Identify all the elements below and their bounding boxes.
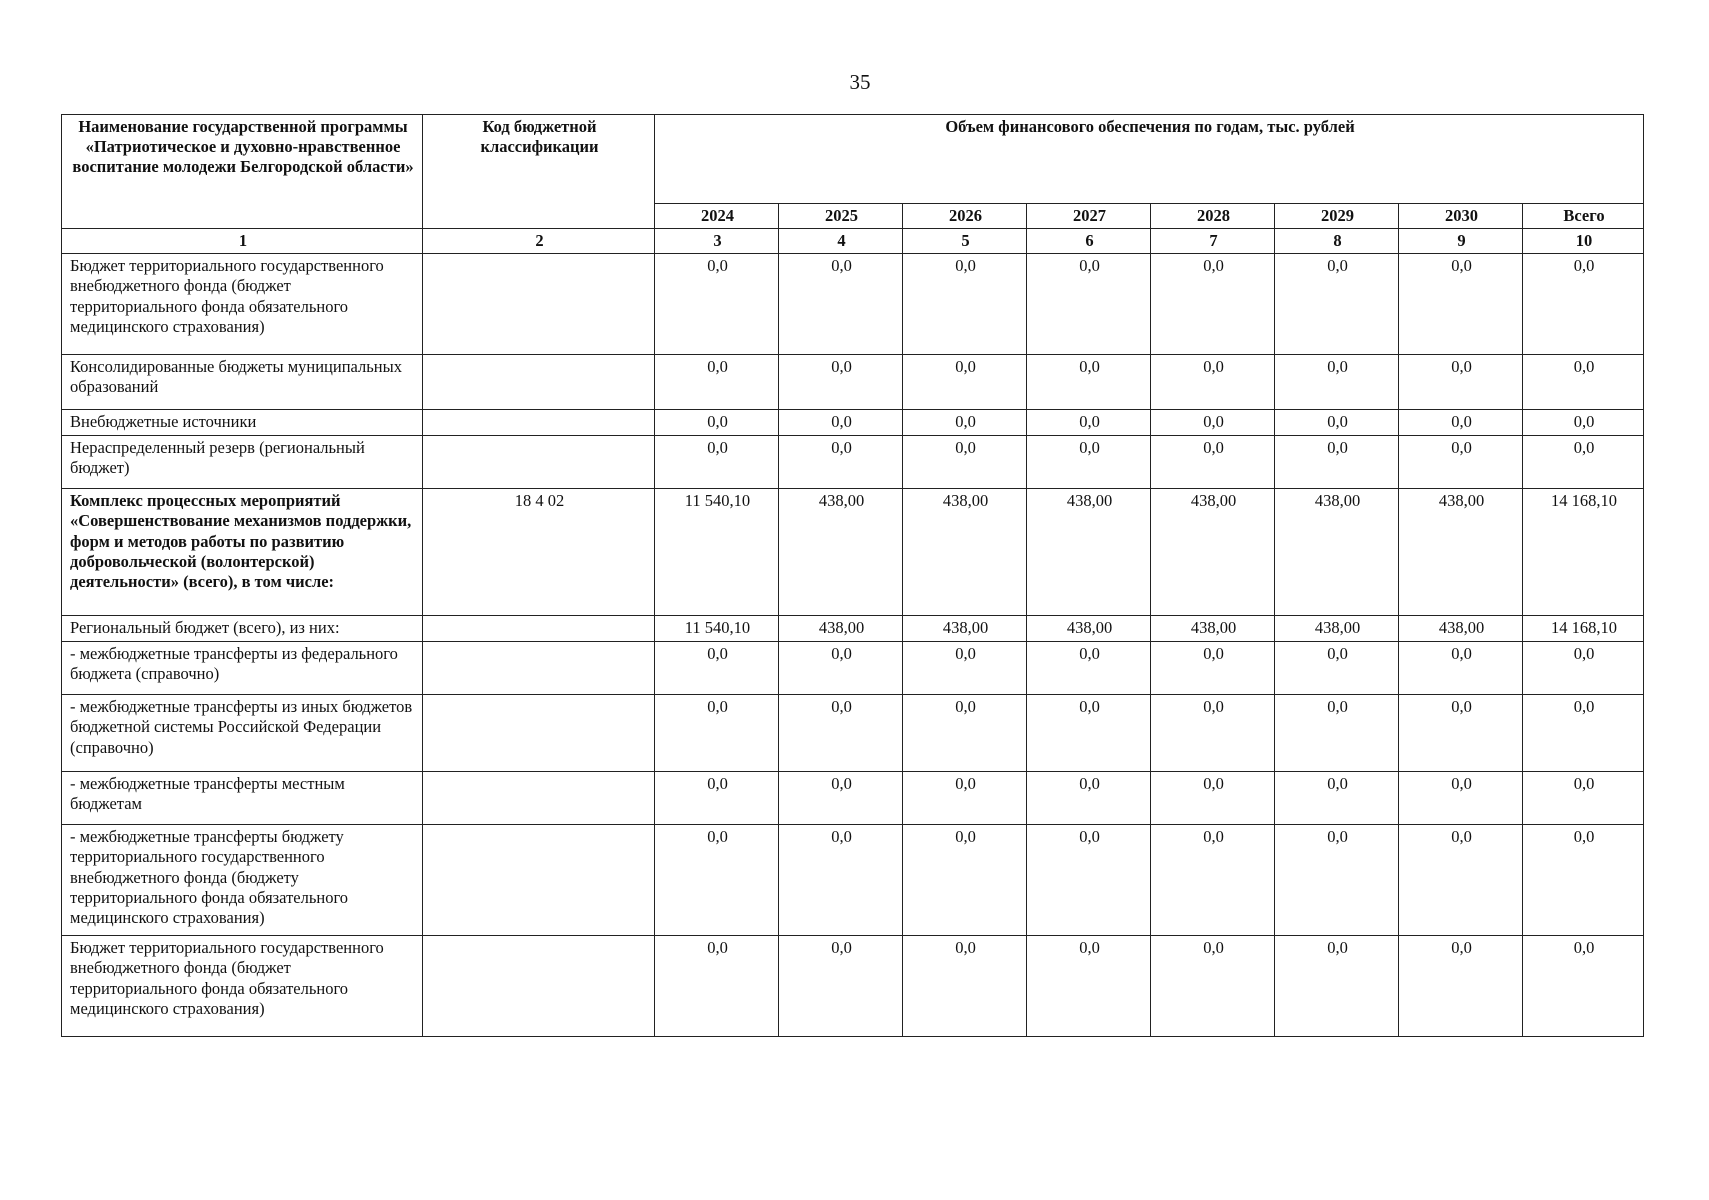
value-cell: 438,00 <box>1151 616 1275 642</box>
value-cell: 0,0 <box>1027 695 1151 772</box>
header-year: 2030 <box>1399 204 1523 229</box>
row-code <box>423 616 655 642</box>
value-cell: 0,0 <box>1151 936 1275 1037</box>
value-cell: 0,0 <box>1399 695 1523 772</box>
row-code <box>423 355 655 410</box>
row-label: - межбюджетные трансферты местным бюджетам <box>62 772 423 825</box>
value-cell: 0,0 <box>779 825 903 936</box>
value-cell: 0,0 <box>779 936 903 1037</box>
value-cell: 0,0 <box>1399 642 1523 695</box>
value-cell: 0,0 <box>1399 436 1523 489</box>
total-cell: 0,0 <box>1523 436 1644 489</box>
header-financing-volume: Объем финансового обеспечения по годам, тыс. рублей <box>655 115 1644 204</box>
value-cell: 0,0 <box>1399 355 1523 410</box>
value-cell: 0,0 <box>1151 254 1275 355</box>
value-cell: 0,0 <box>655 936 779 1037</box>
column-number: 9 <box>1399 229 1523 254</box>
value-cell: 0,0 <box>903 936 1027 1037</box>
value-cell: 0,0 <box>1151 436 1275 489</box>
value-cell: 0,0 <box>1275 772 1399 825</box>
value-cell: 0,0 <box>779 410 903 436</box>
value-cell: 0,0 <box>1275 642 1399 695</box>
value-cell: 438,00 <box>1151 489 1275 616</box>
value-cell: 11 540,10 <box>655 489 779 616</box>
row-label: - межбюджетные трансферты из иных бюджетов бюджетной системы Российской Федерации (справочно) <box>62 695 423 772</box>
value-cell: 0,0 <box>1027 254 1151 355</box>
value-cell: 0,0 <box>1027 825 1151 936</box>
row-code <box>423 436 655 489</box>
table-row <box>62 772 1644 825</box>
value-cell: 0,0 <box>1275 436 1399 489</box>
row-label: Бюджет территориального государственного внебюджетного фонда (бюджет территориального фонда обязательного медицинского страхования) <box>62 254 423 355</box>
value-cell: 438,00 <box>903 489 1027 616</box>
header-total: Всего <box>1523 204 1644 229</box>
value-cell: 438,00 <box>1027 616 1151 642</box>
row-code <box>423 825 655 936</box>
value-cell: 0,0 <box>1151 642 1275 695</box>
total-cell: 0,0 <box>1523 695 1644 772</box>
row-label: - межбюджетные трансферты бюджету территориального государственного внебюджетного фонда (бюджету территориального фонда обязательного медицинского страхования) <box>62 825 423 936</box>
table-row <box>62 410 1644 436</box>
value-cell: 11 540,10 <box>655 616 779 642</box>
column-number: 5 <box>903 229 1027 254</box>
row-label: Комплекс процессных мероприятий «Совершенствование механизмов поддержки, форм и методов работы по развитию добровольческой (волонтерской) деятельности» (всего), в том числе: <box>62 489 423 616</box>
total-cell: 0,0 <box>1523 355 1644 410</box>
table-row <box>62 825 1644 936</box>
column-number: 7 <box>1151 229 1275 254</box>
column-number: 1 <box>62 229 423 254</box>
row-code <box>423 936 655 1037</box>
row-label: Консолидированные бюджеты муниципальных образований <box>62 355 423 410</box>
value-cell: 438,00 <box>1275 489 1399 616</box>
row-label: Нераспределенный резерв (региональный бюджет) <box>62 436 423 489</box>
value-cell: 438,00 <box>1027 489 1151 616</box>
total-cell: 0,0 <box>1523 254 1644 355</box>
table-row <box>62 695 1644 772</box>
value-cell: 0,0 <box>779 695 903 772</box>
column-number: 4 <box>779 229 903 254</box>
value-cell: 0,0 <box>1151 825 1275 936</box>
column-number: 10 <box>1523 229 1644 254</box>
value-cell: 0,0 <box>779 254 903 355</box>
value-cell: 0,0 <box>903 825 1027 936</box>
page-number: 35 <box>849 70 871 94</box>
row-code <box>423 254 655 355</box>
value-cell: 0,0 <box>1027 355 1151 410</box>
header-year: 2026 <box>903 204 1027 229</box>
value-cell: 0,0 <box>1399 825 1523 936</box>
row-code <box>423 642 655 695</box>
row-label: Бюджет территориального государственного внебюджетного фонда (бюджет территориального фонда обязательного медицинского страхования) <box>62 936 423 1037</box>
value-cell: 438,00 <box>779 616 903 642</box>
value-cell: 0,0 <box>655 355 779 410</box>
total-cell: 0,0 <box>1523 642 1644 695</box>
value-cell: 0,0 <box>1399 936 1523 1037</box>
value-cell: 0,0 <box>903 695 1027 772</box>
header-program-name: Наименование государственной программы «Патриотическое и духовно-нравственное воспитание молодежи Белгородской области» <box>62 115 423 229</box>
header-budget-code: Код бюджетной классификации <box>423 115 655 229</box>
value-cell: 0,0 <box>655 825 779 936</box>
total-cell: 0,0 <box>1523 936 1644 1037</box>
header-year: 2024 <box>655 204 779 229</box>
value-cell: 0,0 <box>779 436 903 489</box>
table-row <box>62 436 1644 489</box>
header-year: 2025 <box>779 204 903 229</box>
value-cell: 0,0 <box>1399 772 1523 825</box>
value-cell: 438,00 <box>903 616 1027 642</box>
table-row <box>62 936 1644 1037</box>
value-cell: 0,0 <box>655 436 779 489</box>
value-cell: 0,0 <box>903 410 1027 436</box>
value-cell: 438,00 <box>1399 489 1523 616</box>
value-cell: 0,0 <box>1027 436 1151 489</box>
value-cell: 0,0 <box>1151 772 1275 825</box>
table-row <box>62 355 1644 410</box>
value-cell: 0,0 <box>1399 254 1523 355</box>
value-cell: 0,0 <box>1027 936 1151 1037</box>
row-code: 18 4 02 <box>423 489 655 616</box>
row-code <box>423 695 655 772</box>
total-cell: 0,0 <box>1523 772 1644 825</box>
column-number: 8 <box>1275 229 1399 254</box>
value-cell: 0,0 <box>903 254 1027 355</box>
value-cell: 438,00 <box>779 489 903 616</box>
value-cell: 0,0 <box>903 355 1027 410</box>
total-cell: 0,0 <box>1523 410 1644 436</box>
value-cell: 0,0 <box>655 695 779 772</box>
value-cell: 0,0 <box>1151 355 1275 410</box>
table-row <box>62 254 1644 355</box>
row-label: Внебюджетные источники <box>62 410 423 436</box>
header-year: 2029 <box>1275 204 1399 229</box>
budget-table <box>61 114 1644 1037</box>
value-cell: 0,0 <box>1275 936 1399 1037</box>
row-code <box>423 772 655 825</box>
value-cell: 0,0 <box>779 772 903 825</box>
row-label: Региональный бюджет (всего), из них: <box>62 616 423 642</box>
column-number-row <box>62 229 1644 254</box>
value-cell: 0,0 <box>1275 254 1399 355</box>
value-cell: 0,0 <box>1151 410 1275 436</box>
value-cell: 0,0 <box>1275 695 1399 772</box>
value-cell: 0,0 <box>1027 642 1151 695</box>
header-year: 2028 <box>1151 204 1275 229</box>
row-label: - межбюджетные трансферты из федерального бюджета (справочно) <box>62 642 423 695</box>
column-number: 3 <box>655 229 779 254</box>
value-cell: 0,0 <box>655 642 779 695</box>
value-cell: 0,0 <box>1275 410 1399 436</box>
value-cell: 0,0 <box>655 772 779 825</box>
value-cell: 0,0 <box>903 436 1027 489</box>
column-number: 6 <box>1027 229 1151 254</box>
value-cell: 0,0 <box>1275 825 1399 936</box>
value-cell: 0,0 <box>655 410 779 436</box>
value-cell: 438,00 <box>1399 616 1523 642</box>
total-cell: 14 168,10 <box>1523 489 1644 616</box>
table-row <box>62 642 1644 695</box>
total-cell: 0,0 <box>1523 825 1644 936</box>
table-row <box>62 616 1644 642</box>
value-cell: 0,0 <box>1151 695 1275 772</box>
table-row <box>62 489 1644 616</box>
value-cell: 0,0 <box>1027 772 1151 825</box>
value-cell: 0,0 <box>1275 355 1399 410</box>
value-cell: 0,0 <box>779 355 903 410</box>
value-cell: 438,00 <box>1275 616 1399 642</box>
column-number: 2 <box>423 229 655 254</box>
value-cell: 0,0 <box>1399 410 1523 436</box>
value-cell: 0,0 <box>655 254 779 355</box>
value-cell: 0,0 <box>1027 410 1151 436</box>
header-year: 2027 <box>1027 204 1151 229</box>
value-cell: 0,0 <box>903 642 1027 695</box>
value-cell: 0,0 <box>779 642 903 695</box>
total-cell: 14 168,10 <box>1523 616 1644 642</box>
value-cell: 0,0 <box>903 772 1027 825</box>
row-code <box>423 410 655 436</box>
